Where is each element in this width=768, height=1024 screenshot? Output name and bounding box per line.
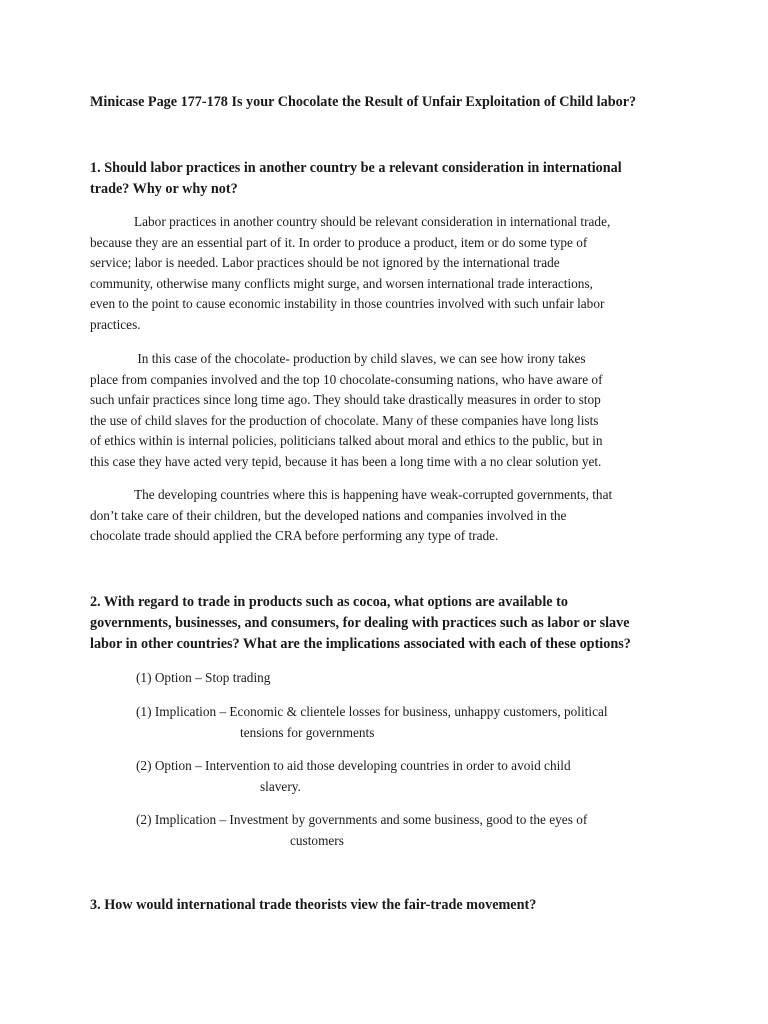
paragraph-line: even to the point to cause economic instability in those countries involved with such unfair labor <box>90 296 605 312</box>
implication-2-line-2: customers <box>290 833 344 848</box>
question-1 <box>90 158 690 200</box>
paragraph-line: of ethics within is internal policies, politicians talked about moral and ethics to the public, but in <box>90 433 603 449</box>
question-3 <box>90 895 690 916</box>
paragraph-line: In this case of the chocolate- production by child slaves, we can see how irony takes <box>134 351 586 366</box>
paragraph-line: this case they have acted very tepid, because it has been a long time with a no clear solution yet. <box>90 453 602 469</box>
implication-2 <box>136 809 587 851</box>
answer-1-paragraph-2 <box>90 349 682 473</box>
paragraph-line: place from companies involved and the top 10 chocolate-consuming nations, who have aware of <box>90 371 603 387</box>
implication-2-line-1: (2) Implication – Investment by governments and some business, good to the eyes of <box>136 812 588 827</box>
paragraph-line: such unfair practices since long time ago. They should take drastically measures in order to stop <box>90 392 601 408</box>
question-2-line-1: 2. With regard to trade in products such as cocoa, what options are available to <box>90 594 568 610</box>
page-title: Minicase Page 177-178 Is your Chocolate the Result of Unfair Exploitation of Child labor? <box>90 94 637 110</box>
implication-1-line-2: tensions for governments <box>240 725 375 740</box>
question-2-line-2: governments, businesses, and consumers, for dealing with practices such as labor or slave <box>90 615 630 631</box>
paragraph-line: The developing countries where this is happening have weak-corrupted governments, that <box>134 487 613 502</box>
paragraph-line: community, otherwise many conflicts might surge, and worsen international trade interactions, <box>90 275 593 291</box>
answer-1-paragraph-1 <box>90 212 682 336</box>
paragraph-line: chocolate trade should applied the CRA before performing any type of trade. <box>90 528 499 544</box>
paragraph-line: because they are an essential part of it. In order to produce a product, item or do some type of <box>90 234 588 250</box>
implication-1-line-1: (1) Implication – Economic & clientele losses for business, unhappy customers, political <box>136 704 608 719</box>
paragraph-line: don’t take care of their children, but the developed nations and companies involved in the <box>90 507 567 523</box>
question-1-line-2: trade? Why or why not? <box>90 181 238 197</box>
option-2-line-1: (2) Option – Intervention to aid those developing countries in order to avoid child <box>136 758 571 773</box>
question-1-line-1: 1. Should labor practices in another country be a relevant consideration in international <box>90 160 622 176</box>
implication-1 <box>136 701 608 743</box>
paragraph-line: practices. <box>90 316 141 332</box>
answer-1-paragraph-3 <box>90 485 682 547</box>
paragraph-line: service; labor is needed. Labor practices should be not ignored by the international trade <box>90 255 560 271</box>
option-2-line-2: slavery. <box>260 779 301 794</box>
question-3-line-1: 3. How would international trade theorists view the fair-trade movement? <box>90 897 537 913</box>
option-1: (1) Option – Stop trading <box>136 670 271 685</box>
question-2-line-3: labor in other countries? What are the implications associated with each of these options? <box>90 636 631 652</box>
question-2 <box>90 592 690 655</box>
option-2 <box>136 755 571 797</box>
paragraph-line: Labor practices in another country should be relevant consideration in international trade, <box>134 214 611 229</box>
paragraph-line: the use of child slaves for the production of chocolate. Many of these companies have long lists <box>90 412 599 428</box>
